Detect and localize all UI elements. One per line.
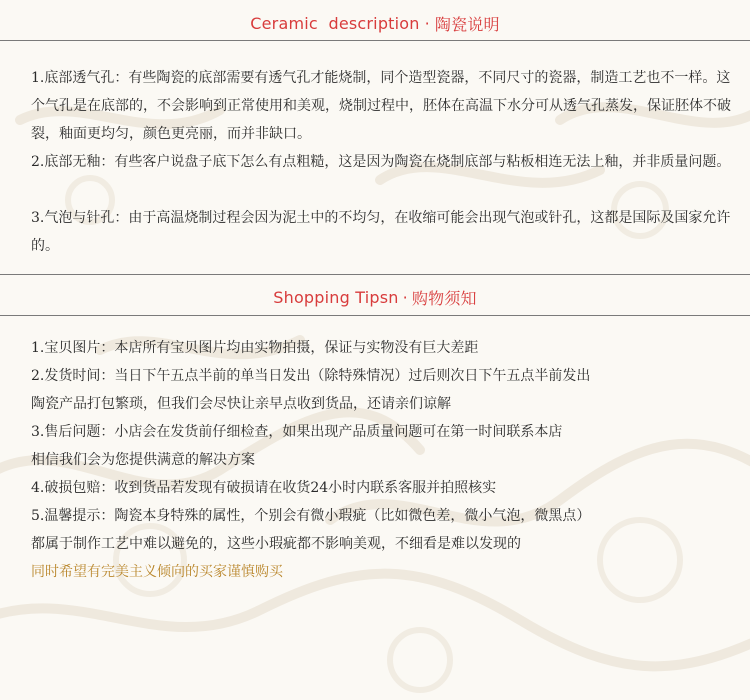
shopping-line-3: 陶瓷产品打包繁琐，但我们会尽快让亲早点收到货品，还请亲们谅解	[31, 396, 451, 412]
ceramic-title-cn: 陶瓷说明	[434, 14, 500, 34]
shopping-header-divider	[0, 315, 750, 316]
shopping-line-4: 3.售后问题：小店会在发货前仔细检查，如果出现产品质量问题可在第一时间联系本店	[31, 424, 563, 440]
shopping-title-cn: 购物须知	[411, 288, 477, 308]
ceramic-item-1: 1.底部透气孔：有些陶瓷的底部需要有透气孔才能烧制，同个造型瓷器，不同尺寸的瓷器，制造工艺也不一样。这个气孔是在底部的，不会影响到正常使用和美观，烧制过程中，胚体在高温下水分可从透气孔蒸发，保证胚体不破裂，釉面更均匀，颜色更亮丽，而并非缺口。	[31, 70, 731, 142]
ceramic-header-divider	[0, 40, 750, 41]
shopping-line-8: 都属于制作工艺中难以避免的，这些小瑕疵都不影响美观，不细看是难以发现的	[31, 536, 521, 552]
shopping-highlight-note: 同时希望有完美主义倾向的买家谨慎购买	[31, 564, 283, 580]
shopping-tips-header	[0, 277, 750, 317]
ceramic-title-separator: ·	[424, 13, 430, 33]
ceramic-item-2: 2.底部无釉：有些客户说盘子底下怎么有点粗糙，这是因为陶瓷在烧制底部与粘板相连无法上釉，并非质量问题。	[31, 154, 731, 170]
ceramic-description-header	[0, 3, 750, 43]
shopping-line-7: 5.温馨提示：陶瓷本身特殊的属性，个别会有微小瑕疵（比如微色差，微小气泡，微黑点）	[31, 508, 591, 524]
shopping-title-separator: ·	[402, 287, 408, 307]
ceramic-title-en: Ceramic description	[250, 13, 420, 33]
ceramic-section-bottom-divider	[0, 274, 750, 275]
shopping-line-2: 2.发货时间：当日下午五点半前的单当日发出（除特殊情况）过后则次日下午五点半前发出	[31, 368, 591, 384]
shopping-line-5: 相信我们会为您提供满意的解决方案	[31, 452, 255, 468]
shopping-line-6: 4.破损包赔：收到货品若发现有破损请在收货24小时内联系客服并拍照核实	[31, 480, 497, 496]
shopping-title-en: Shopping Tipsn	[273, 287, 399, 307]
shopping-line-1: 1.宝贝图片：本店所有宝贝图片均由实物拍摄，保证与实物没有巨大差距	[31, 340, 479, 356]
ceramic-item-3: 3.气泡与针孔：由于高温烧制过程会因为泥土中的不均匀，在收缩可能会出现气泡或针孔，这都是国际及国家允许的。	[31, 210, 731, 254]
